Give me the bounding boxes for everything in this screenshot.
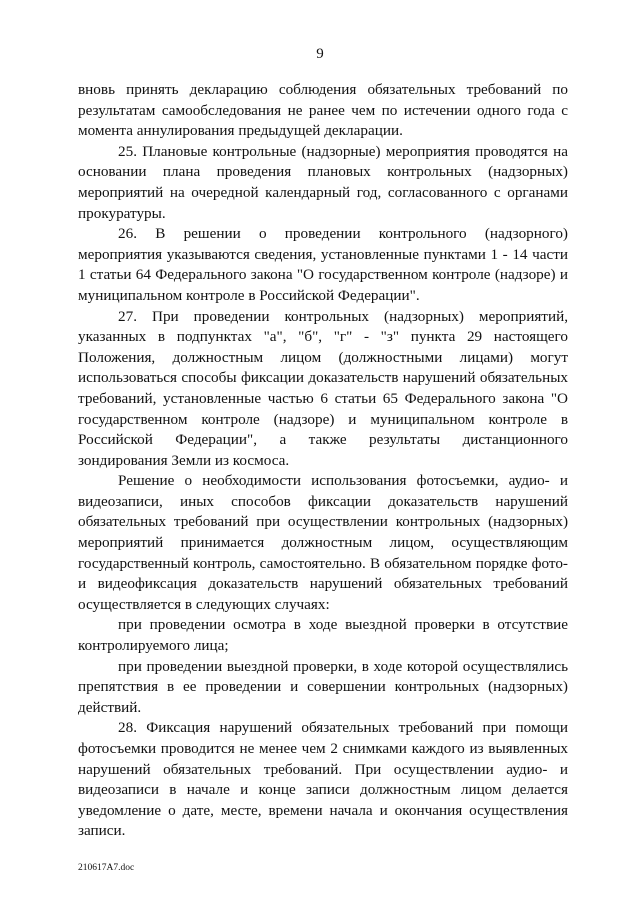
file-name-footer: 210617A7.doc bbox=[78, 863, 135, 873]
paragraph-25: 25. Плановые контрольные (надзорные) мероприятия проводятся на основании плана проведения плановых контрольных (надзорных) мероприятий на очередной календарный год, согласованного с органами прокуратуры. bbox=[78, 142, 568, 222]
paragraph-case-inspection: при проведении осмотра в ходе выездной проверки в отсутствие контролируемого лица; bbox=[78, 616, 568, 655]
paragraph-28: 28. Фиксация нарушений обязательных требований при помощи фотосъемки проводится не менее чем 2 снимками каждого из выявленных нарушений обязательных требований. При осуществлении аудио- и видеозаписи в начале и конце записи должностным лицом делается уведомление о дате, месте, времени начала и окончания осуществления записи. bbox=[78, 719, 568, 840]
paragraph-27: 27. При проведении контрольных (надзорных) мероприятий, указанных в подпунктах "а", "б", "г" - "з" пункта 29 настоящего Положения, должностным лицом (должностными лицами) могут использоваться способы фиксации доказательств нарушений обязательных требований, установленные частью 6 статьи 65 Федерального закона "О государственном контроле (надзоре) и муниципальном контроле в Российской Федерации", а также результаты дистанционного зондирования Земли из космоса. bbox=[78, 307, 568, 469]
paragraph-continuation: вновь принять декларацию соблюдения обязательных требований по результатам самообследования не ранее чем по истечении одного года с момента аннулирования предыдущей декларации. bbox=[78, 81, 568, 140]
page-number: 9 bbox=[316, 46, 324, 62]
document-body bbox=[78, 80, 568, 842]
paragraph-case-obstruction: при проведении выездной проверки, в ходе которой осуществлялись препятствия в ее проведении и совершении контрольных (надзорных) действий. bbox=[78, 657, 568, 716]
paragraph-decision: Решение о необходимости использования фотосъемки, аудио- и видеозаписи, иных способов фиксации доказательств нарушений обязательных требований при осуществлении контрольных (надзорных) мероприятий принимается должностным лицом, осуществляющим государственный контроль, самостоятельно. В обязательном порядке фото- и видеофиксация доказательств нарушений обязательных требований осуществляется в следующих случаях: bbox=[78, 472, 568, 613]
paragraph-26: 26. В решении о проведении контрольного (надзорного) мероприятия указываются сведения, установленные пунктами 1 - 14 части 1 статьи 64 Федерального закона "О государственном контроле (надзоре) и муниципальном контроле в Российской Федерации". bbox=[78, 225, 568, 304]
